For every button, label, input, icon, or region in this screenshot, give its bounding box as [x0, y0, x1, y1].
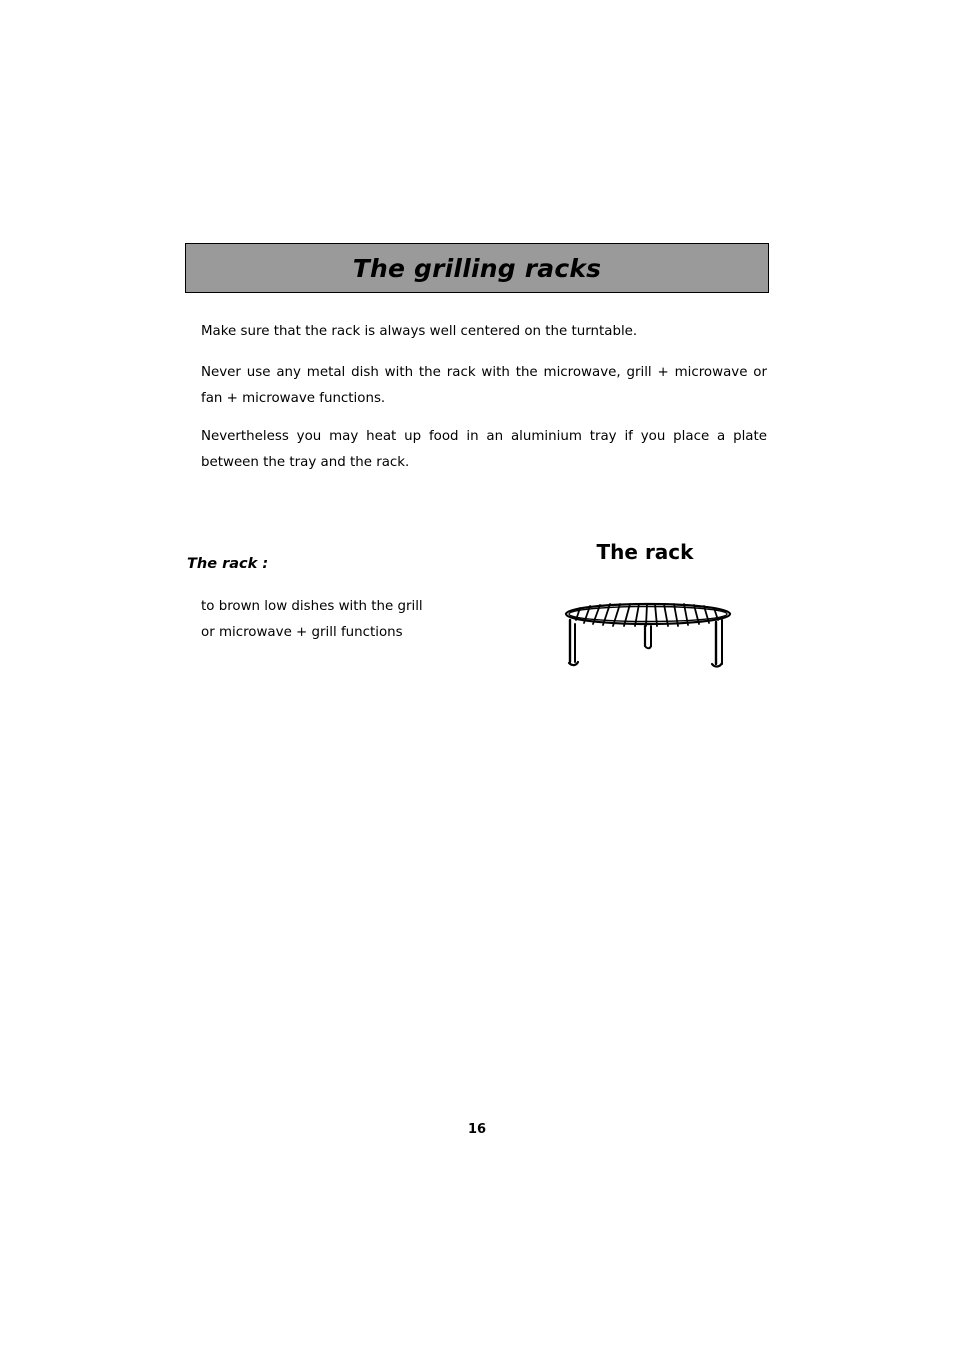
rack-section-heading: The rack : — [187, 556, 269, 572]
intro-paragraph-aluminium-tray: Nevertheless you may heat up food in an aluminium tray if you place a plate between the tray and the rack. — [201, 429, 767, 470]
rack-description-line: to brown low dishes with the grill — [201, 599, 423, 614]
intro-paragraph-metal-warning: Never use any metal dish with the rack with the microwave, grill + microwave or fan + microwave functions. — [201, 365, 767, 406]
rack-description-line: or microwave + grill functions — [201, 624, 403, 640]
figure-caption: The rack — [596, 540, 694, 564]
rack-description — [201, 594, 423, 645]
page-number: 16 — [467, 1122, 487, 1137]
grill-rack-icon — [560, 598, 736, 672]
page-title: The grilling racks — [352, 253, 602, 283]
title-banner — [185, 243, 769, 293]
intro-paragraph-centering: Make sure that the rack is always well centered on the turntable. — [201, 324, 638, 339]
